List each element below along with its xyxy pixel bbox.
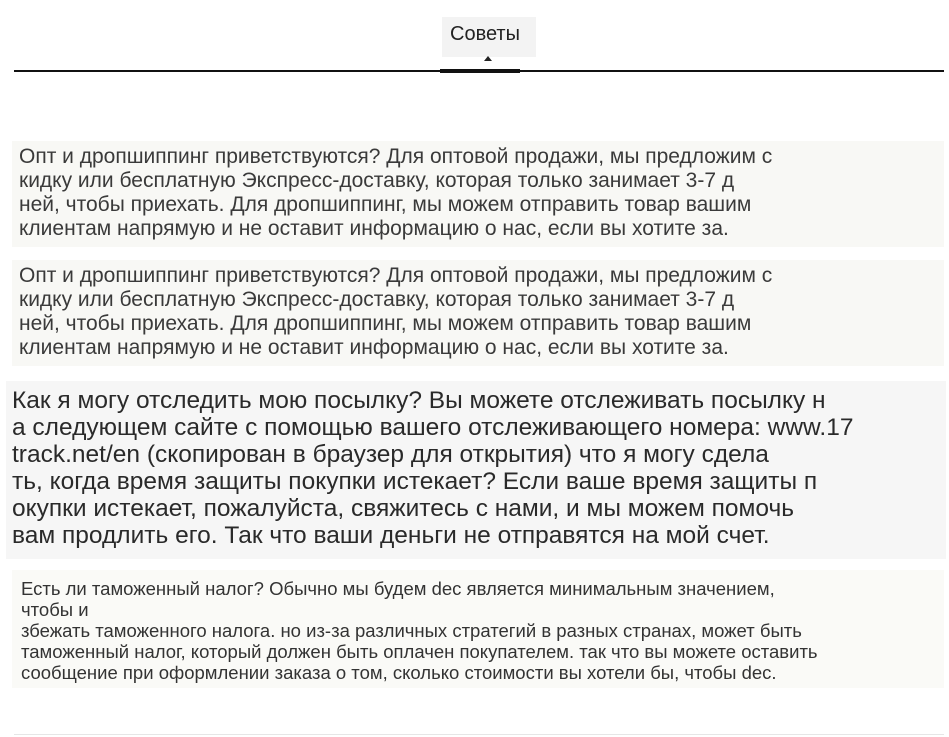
faq-tracking-text: Как я могу отследить мою посылку? Вы можете отслеживать посылку н а следующем сайте с помощью вашего отслеживающего номера: www.17 track.net/en (скопирован в браузер для открытия) что я могу сдела ть, когда время защиты покупки истекает? Если ваше время защиты п окупки истекает, пожалуйста, свяжитесь с нами, и мы можем помочь вам продлить его. Так что ваши деньги не отправятся на мой счет. xyxy=(12,387,854,549)
faq-wholesale-text-duplicate: Опт и дропшиппинг приветствуются? Для оптовой продажи, мы предложим с кидку или бесплатную Экспресс-доставку, которая только занимает 3-7 д ней, чтобы приехать. Для дропшиппинг, мы можем отправить товар вашим клиентам напрямую и не оставит информацию о нас, если вы хотите за. xyxy=(19,264,773,359)
faq-customs-block xyxy=(12,570,944,688)
active-tab-indicator xyxy=(440,69,520,73)
faq-tracking-block xyxy=(6,381,946,559)
caret-up-icon xyxy=(484,56,492,61)
faq-wholesale-text: Опт и дропшиппинг приветствуются? Для оптовой продажи, мы предложим с кидку или бесплатную Экспресс-доставку, которая только занимает 3-7 д ней, чтобы приехать. Для дропшиппинг, мы можем отправить товар вашим клиентам напрямую и не оставит информацию о нас, если вы хотите за. xyxy=(19,145,773,240)
faq-wholesale-block-duplicate xyxy=(12,260,944,366)
faq-wholesale-block xyxy=(12,141,944,247)
footer-divider xyxy=(14,734,944,735)
tab-tips-label[interactable]: Советы xyxy=(450,23,520,45)
faq-customs-text: Есть ли таможенный налог? Обычно мы будем dec является минимальным значением, чтобы и збежать таможенного налога. но из-за различных стратегий в разных странах, может быть таможенный налог, который должен быть оплачен покупателем. так что вы можете оставить сообщение при оформлении заказа о том, сколько стоимости вы хотели бы, чтобы dec. xyxy=(21,578,818,683)
